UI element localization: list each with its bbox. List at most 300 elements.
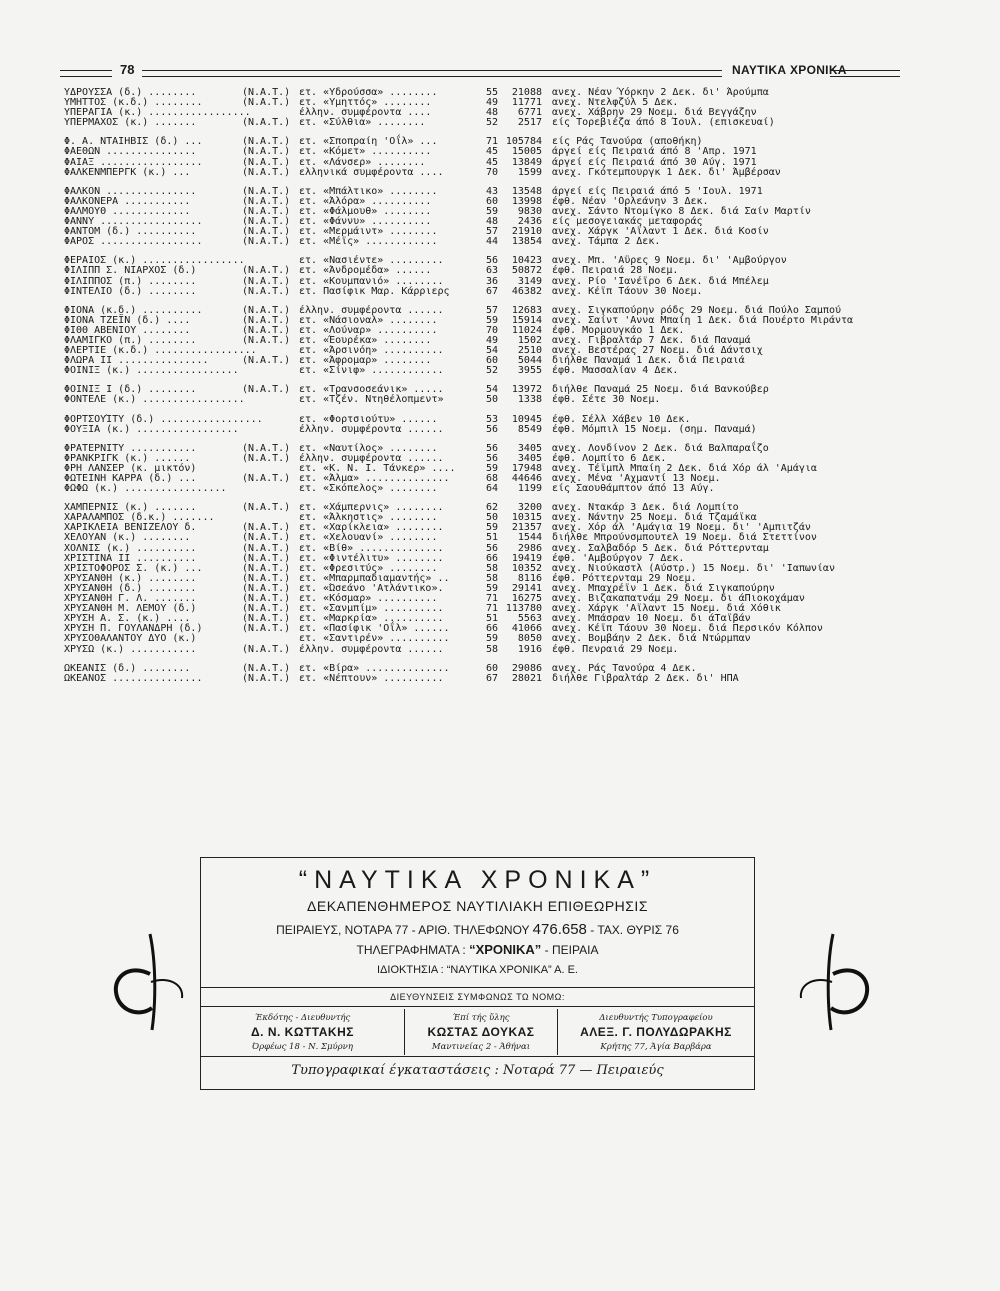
build-year: 52: [485, 117, 498, 129]
registry: (Ν.Α.Τ.): [242, 522, 291, 534]
build-year: 71: [485, 593, 498, 605]
tonnage: 29141: [511, 582, 542, 594]
position: έφθ. 'Αμβούργον 7 Δεκ.: [552, 552, 685, 564]
position: έφθ. Σέλλ Χάβεν 10 Δεκ.: [552, 413, 691, 425]
build-year: 49: [485, 97, 498, 109]
position: ανεχ. Γκότεμπουργκ 1 Δεκ. δι' Άμβέρσαν: [552, 166, 781, 178]
charter-type: ετ. «Λάνσερ» ........: [299, 156, 426, 168]
tonnage: 19419: [511, 552, 542, 564]
tonnage: 21357: [511, 522, 542, 534]
ship-name: ΦΑΛΚΟΝ ...............: [64, 185, 197, 197]
build-year: 68: [485, 473, 498, 484]
charter-type: ετ. «Έουρέκα» ........: [299, 334, 432, 346]
tonnage: 3149: [517, 275, 542, 287]
ship-name: ΦΩΤΕΙΝΗ ΚΑΡΡΑ (δ.) ...: [64, 473, 197, 484]
tonnage: 13998: [511, 195, 542, 207]
registry: (Ν.Α.Τ.): [242, 502, 291, 514]
ship-name: ΦΟΝΤΕΛΕ (κ.) .................: [64, 394, 245, 406]
charter-type: ετ. «Φορτσιούτυ» ......: [299, 413, 438, 425]
ship-name: ΦΡΑΤΕΡΝΙΤΥ ...........: [64, 442, 197, 454]
ship-name: ΧΑΡΑΛΑΜΠΟΣ (δ.κ.) .......: [64, 512, 215, 524]
ship-group: [64, 88, 924, 128]
tonnage: 1502: [517, 334, 542, 346]
build-year: 71: [485, 603, 498, 615]
position: ανεχ. Βομβάην 2 Δεκ. διά Ντώρμπαν: [552, 633, 751, 645]
ship-name: ΦΑΙΑΞ .................: [64, 156, 203, 168]
registry: (Ν.Α.Τ.): [242, 613, 291, 625]
ship-row: [64, 366, 924, 376]
position: είς Τορεβιέζα άπό 8 Ίουλ. (επισκευαί): [552, 117, 775, 129]
ship-name: ΦΟΡΤΣΟΥΊΤΥ (δ.) .................: [64, 413, 263, 425]
registry: (Ν.Α.Τ.): [242, 226, 291, 238]
ship-name: ΦΑΝΤΟΜ (δ.) ..........: [64, 226, 197, 238]
registry: (Ν.Α.Τ.): [242, 304, 291, 316]
position: διήλθε Παναμά 25 Νοεμ. διά Βανκούβερ: [552, 384, 769, 396]
ship-name: ΧΑΜΠΕΡΝΙΣ (κ.) .......: [64, 502, 197, 514]
position: ανεχ. Ράς Τανούρα 4 Δεκ.: [552, 662, 697, 674]
registry: (Ν.Α.Τ.): [242, 473, 291, 484]
build-year: 59: [485, 582, 498, 594]
charter-type: έλλην. συμφέροντα ....: [299, 107, 432, 119]
build-year: 50: [485, 512, 498, 524]
tonnage: 16275: [511, 593, 542, 605]
build-year: 71: [485, 136, 498, 148]
ship-name: ΥΔΡΟΥΣΣΑ (δ.) ........: [64, 87, 197, 98]
position: ανεχ. Λονδίνον 2 Δεκ. διά Βαλπαραΐζο: [552, 442, 769, 454]
position: ανεχ. Τάμπα 2 Δεκ.: [552, 236, 661, 248]
tonnage: 5563: [517, 613, 542, 625]
charter-type: ετ. «Χαρίκλεια» ........: [299, 522, 444, 534]
tonnage: 9830: [517, 205, 542, 217]
charter-type: ετ. «Σίνιφ» ............: [299, 365, 444, 377]
position: έφθ. Λομπίτο 6 Δεκ.: [552, 452, 667, 464]
header-rule-middle: [142, 70, 722, 77]
position: έφθ. Σέτε 30 Νοεμ.: [552, 394, 661, 406]
ship-group: [64, 415, 924, 435]
registry: (Ν.Α.Τ.): [242, 334, 291, 346]
position: έφθ. Μορμουγκάο 1 Δεκ.: [552, 324, 685, 336]
charter-type: ετ. «Άλμα» ..............: [299, 473, 450, 484]
tonnage: 6771: [517, 107, 542, 119]
ship-name: ΧΟΛΝΙΣ (κ.) ..........: [64, 542, 197, 554]
charter-type: ετ. «Σανμπίμ» ..........: [299, 603, 444, 615]
registry: (Ν.Α.Τ.): [242, 265, 291, 277]
charter-type: ετ. «Χελουανί» ........: [299, 532, 438, 544]
build-year: 59: [485, 522, 498, 534]
printer-role: Διευθυντής Τυπογραφείου: [599, 1013, 713, 1023]
registry: (Ν.Α.Τ.): [242, 205, 291, 217]
ship-name: ΧΡΥΣΟΘΑΛΑΝΤΟΥ ΔΥΟ (κ.): [64, 633, 197, 645]
position: ανεχ. Μένα 'Αχμαντί 13 Νοεμ.: [552, 473, 721, 484]
registry: (Ν.Α.Τ.): [242, 97, 291, 109]
editor-address: Μαντινείας 2 - Άθήναι: [431, 1042, 531, 1052]
registry: (Ν.Α.Τ.): [242, 532, 291, 544]
ship-name: ΧΡΥΣΗ Α. Σ. (κ.) ....: [64, 613, 191, 625]
registry: (Ν.Α.Τ.): [242, 562, 291, 574]
header-rule-left: [60, 70, 112, 77]
position: ανεχ. Κέϊπ Τάουν 30 Νοεμ. διά Περσικόν Κόλπον: [552, 623, 823, 635]
address-suffix: - ΤΑΧ. ΘΥΡΙΣ 76: [590, 923, 679, 937]
tonnage: 21088: [511, 87, 542, 98]
registry: (Ν.Α.Τ.): [242, 285, 291, 297]
address-prefix: ΠΕΙΡΑΙΕΥΣ, ΝΟΤΑΡΑ 77 - ΑΡΙΘ. ΤΗΛΕΦΩΝΟΥ: [276, 923, 530, 937]
tonnage: 28021: [511, 672, 542, 684]
build-year: 54: [485, 345, 498, 357]
charter-type: ετ. «Λούναρ» ..........: [299, 324, 438, 336]
build-year: 60: [485, 355, 498, 367]
tonnage: 2510: [517, 345, 542, 357]
tonnage: 10352: [511, 562, 542, 574]
tonnage: 11771: [511, 97, 542, 109]
charter-type: ετ. «Σποπραίη 'Οΐλ» ...: [299, 136, 438, 148]
ship-name: ΦΛΕΡΤΙΕ (κ.δ.) .................: [64, 345, 257, 357]
ship-name: Φ. Α. ΝΤΑΙΗΒΙΣ (δ.) ...: [64, 136, 203, 148]
registry: (Ν.Α.Τ.): [242, 572, 291, 584]
ship-group: [64, 137, 924, 177]
position: ανεχ. Σάντο Ντομίγκο 8 Δεκ. διά Σαίν Μαρτίν: [552, 205, 811, 217]
ship-group: [64, 187, 924, 248]
ship-name: ΧΡΥΣΩ (κ.) ...........: [64, 643, 197, 655]
tonnage: 5044: [517, 355, 542, 367]
position: ανεχ. Μπ. 'Αϋρες 9 Νοεμ. δι' 'Αμβούργον: [552, 255, 787, 267]
charter-type: ετ. «Σαντιρέν» ..........: [299, 633, 450, 645]
ship-name: ΧΡΥΣΑΝΘΗ Γ. Λ. .......: [64, 593, 197, 605]
position: έφθ. Μασσαλίαν 4 Δεκ.: [552, 365, 679, 377]
position: ανεχ. Μπαχρέϊν 1 Δεκ. διά Σιγκαπούρην: [552, 582, 775, 594]
masthead-divider-2: [201, 1006, 754, 1007]
position: διήλθε Παναμά 1 Δεκ. διά Πειραιά: [552, 355, 745, 367]
charter-type: ετ. «Φάλμουθ» ........: [299, 205, 432, 217]
ship-name: ΩΚΕΑΝΙΣ (δ.) ........: [64, 662, 191, 674]
ship-name: ΦΟΥΞΙΑ (κ.) .................: [64, 423, 239, 435]
position: ανεχ. Νιούκαστλ (Αύστρ.) 15 Νοεμ. δι' 'Ιαπωνίαν: [552, 562, 835, 574]
charter-type: ετ. «Κόσμαρ» ..........: [299, 593, 438, 605]
build-year: 56: [485, 452, 498, 464]
tonnage: 46382: [511, 285, 542, 297]
tonnage: 15005: [511, 146, 542, 158]
build-year: 67: [485, 285, 498, 297]
ornament-right: [793, 932, 873, 1036]
position: ανεχ. Χάβρην 29 Νοεμ. διά Βεγγάζην: [552, 107, 757, 119]
charter-type: ετ. «Υδρούσσα» ........: [299, 87, 438, 98]
masthead-divider-1: [201, 987, 754, 988]
phone-number: 476.658: [532, 921, 587, 938]
charter-type: ελληνικά συμφέροντα ....: [299, 166, 444, 178]
ship-name: ΦΑΛΜΟΥΘ .............: [64, 205, 191, 217]
directors-line: ΔΙΕΥΘΥΝΣΕΙΣ ΣΥΜΦΩΝΩΣ ΤΩ ΝΟΜΩ:: [390, 992, 565, 1002]
registry: (Ν.Α.Τ.): [242, 117, 291, 129]
build-year: 58: [485, 562, 498, 574]
build-year: 49: [485, 334, 498, 346]
charter-type: ετ. «Κ. Ν. Ι. Τάνκερ» ....: [299, 462, 456, 474]
ship-row: [64, 395, 924, 405]
ship-name: ΦΙΟΝΑ (κ.δ.) ..........: [64, 304, 203, 316]
tonnage: 8549: [517, 423, 542, 435]
masthead-ownership: ΙΔΙΟΚΤΗΣΙΑ : “ΝΑΥΤΙΚΑ ΧΡΟΝΙΚΑ” Α. Ε.: [377, 964, 578, 976]
position: ανεχ. Γιβραλτάρ 7 Δεκ. διά Παναμά: [552, 334, 751, 346]
registry: (Ν.Α.Τ.): [242, 146, 291, 158]
publisher-column: [201, 1009, 404, 1055]
telegraph-prefix: ΤΗΛΕΓΡΑΦΗΜΑΤΑ :: [356, 943, 466, 957]
ship-row: [64, 645, 924, 655]
masthead-subtitle: ΔΕΚΑΠΕΝΘΗΜΕΡΟΣ ΝΑΥΤΙΛΙΑΚΗ ΕΠΙΘΕΩΡΗΣΙΣ: [307, 898, 648, 914]
position: έφθ. Πειραιά 28 Νοεμ.: [552, 265, 679, 277]
ship-name: ΧΡΙΣΤΟΦΟΡΟΣ Σ. (κ.) ...: [64, 562, 203, 574]
tonnage: 3955: [517, 365, 542, 377]
position: άργεί είς Πειραιά άπό 8 'Απρ. 1971: [552, 146, 757, 158]
tonnage: 1199: [517, 483, 542, 495]
tonnage: 3200: [517, 502, 542, 514]
ship-group: [64, 256, 924, 296]
build-year: 43: [485, 185, 498, 197]
build-year: 45: [485, 146, 498, 158]
charter-type: έλλην. συμφέροντα ......: [299, 452, 444, 464]
ship-name: ΧΡΥΣΑΝΘΗ (δ.) ........: [64, 582, 197, 594]
registry: (Ν.Α.Τ.): [242, 216, 291, 228]
registry: (Ν.Α.Τ.): [242, 275, 291, 287]
registry: (Ν.Α.Τ.): [242, 384, 291, 396]
registry: (Ν.Α.Τ.): [242, 166, 291, 178]
build-year: 63: [485, 265, 498, 277]
position: έφθ. Νέαν 'Ορλεάνην 3 Δεκ.: [552, 195, 709, 207]
tonnage: 11024: [511, 324, 542, 336]
position: ανεχ. Νάντην 25 Νοεμ. διά Τζαμάϊκα: [552, 512, 757, 524]
position: ανεχ. Ντακάρ 3 Δεκ. διά Λομπίτο: [552, 502, 739, 514]
registry: (Ν.Α.Τ.): [242, 593, 291, 605]
position: είς μεσογειακάς μεταφοράς: [552, 216, 703, 228]
position: ανεχ. Μπάσραν 10 Νοεμ. δι άΤαϊβάν: [552, 613, 751, 625]
registry: (Ν.Α.Τ.): [242, 582, 291, 594]
position: έφθ. Μόμπιλ 15 Νοεμ. (σημ. Παναμά): [552, 423, 757, 435]
charter-type: ετ. «Νάσιοναλ» ........: [299, 314, 438, 326]
registry: (Ν.Α.Τ.): [242, 662, 291, 674]
position: είς Σαουθάμπτον άπό 13 Αύγ.: [552, 483, 715, 495]
ship-name: ΧΡΥΣΑΝΘΗ (κ.) ........: [64, 572, 197, 584]
position: έφθ. Πενραιά 29 Νοεμ.: [552, 643, 679, 655]
charter-type: ετ. «Μπάλτικο» ........: [299, 185, 438, 197]
build-year: 52: [485, 365, 498, 377]
ship-name: ΦΟΙΝΙΞ Ι (δ.) ........: [64, 384, 197, 396]
masthead-box: [200, 857, 755, 1090]
build-year: 48: [485, 107, 498, 119]
tonnage: 13972: [511, 384, 542, 396]
tonnage: 113780: [505, 603, 542, 615]
ship-name: ΦΙΝΤΕΛΙΟ (δ.) ........: [64, 285, 197, 297]
charter-type: ετ. «Μερμάιντ» ........: [299, 226, 438, 238]
build-year: 70: [485, 324, 498, 336]
charter-type: ετ. «Άλόρα» ..........: [299, 195, 432, 207]
tonnage: 3405: [517, 452, 542, 464]
position: ανεχ. Ντελφζύλ 5 Δεκ.: [552, 97, 679, 109]
charter-type: ετ. «Σκόπελος» ........: [299, 483, 438, 495]
tonnage: 15914: [511, 314, 542, 326]
tonnage: 13854: [511, 236, 542, 248]
ship-row: [64, 484, 924, 494]
ship-name: ΧΡΙΣΤΙΝΑ ΙΙ ..........: [64, 552, 197, 564]
tonnage: 1544: [517, 532, 542, 544]
position: ανεχ. Ρίο 'Ιανέϊρο 6 Δεκ. διά Μπέλεμ: [552, 275, 769, 287]
registry: (Ν.Α.Τ.): [242, 314, 291, 326]
tonnage: 13548: [511, 185, 542, 197]
position: είς Ράς Τανούρα (αποθήκη): [552, 136, 703, 148]
build-year: 70: [485, 166, 498, 178]
masthead-address: [201, 921, 754, 938]
registry: (Ν.Α.Τ.): [242, 87, 291, 98]
masthead-columns: [201, 1009, 754, 1055]
charter-type: ετ. «Ναυτίλος» ........: [299, 442, 438, 454]
ship-name: ΦΙΘΘ ΑΒΕΝΙΟΥ ........: [64, 324, 191, 336]
build-year: 59: [485, 205, 498, 217]
charter-type: ετ. «Μπαρμπαδιαμαντής» ..: [299, 572, 450, 584]
position: διήλθε Μπρούνσμπουτελ 19 Νοεμ. διά Στεττίνον: [552, 532, 817, 544]
build-year: 59: [485, 633, 498, 645]
ship-name: ΦΙΟΝΑ ΤΖΕΪΝ (δ.) ....: [64, 314, 191, 326]
charter-type: ετ. «Μέϊς» ............: [299, 236, 438, 248]
charter-type: ετ. «Βίρα» ..............: [299, 662, 450, 674]
ship-name: ΦΛΩΡΑ ΙΙ ...............: [64, 355, 209, 367]
ship-row: [64, 287, 924, 297]
tonnage: 2986: [517, 542, 542, 554]
build-year: 56: [485, 542, 498, 554]
charter-type: ετ. «Κόμετ» ..........: [299, 146, 432, 158]
ship-name: ΦΙΛΙΠΠΟΣ (π.) ........: [64, 275, 197, 287]
tonnage: 1599: [517, 166, 542, 178]
position: ανεχ. Βεστέρας 27 Νοεμ. διά Δάντσιχ: [552, 345, 763, 357]
editor-role: Έπί τής ὕλης: [452, 1013, 510, 1023]
ship-name: ΦΑΡΟΣ .................: [64, 236, 203, 248]
tonnage: 12683: [511, 304, 542, 316]
charter-type: ετ. «Βίθ» ..............: [299, 542, 444, 554]
ship-group: [64, 664, 924, 684]
registry: (Ν.Α.Τ.): [242, 156, 291, 168]
build-year: 62: [485, 502, 498, 514]
ship-name: ΩΚΕΑΝΟΣ ...............: [64, 672, 203, 684]
position: ανεχ. Σιγκαπούρην ρόδς 29 Νοεμ. διά Πούλο Σαμπού: [552, 304, 841, 316]
registry: (Ν.Α.Τ.): [242, 355, 291, 367]
ship-name: ΦΑΛΚΟΝΕΡΑ ...........: [64, 195, 191, 207]
charter-type: έλλην. συμφέροντα ......: [299, 643, 444, 655]
ship-row: [64, 425, 924, 435]
tonnage: 10945: [511, 413, 542, 425]
masthead-telegraph: [201, 942, 754, 957]
charter-type: ετ. «Πασίφικ 'Οΐλ» ......: [299, 623, 450, 635]
tonnage: 2517: [517, 117, 542, 129]
telegraph-suffix: - ΠΕΙΡΑΙΑ: [544, 943, 599, 957]
build-year: 64: [485, 483, 498, 495]
build-year: 56: [485, 442, 498, 454]
position: άργεί είς Πειραιά άπό 5 'Ιουλ. 1971: [552, 185, 763, 197]
ship-name: ΦΡΗ ΛΑΝΣΕΡ (κ. μικτόν): [64, 462, 197, 474]
position: έφθ. Ρόττερνταμ 29 Νοεμ.: [552, 572, 697, 584]
charter-type: ετ. «Άρσινόη» ..........: [299, 345, 444, 357]
build-year: 66: [485, 623, 498, 635]
registry: (Ν.Α.Τ.): [242, 552, 291, 564]
ship-name: ΥΠΕΡΜΑΧΟΣ (κ.) .......: [64, 117, 197, 129]
ship-row: [64, 266, 924, 276]
ship-row: [64, 634, 924, 644]
build-year: 48: [485, 216, 498, 228]
ship-group: [64, 444, 924, 494]
masthead-title: “ΝΑΥΤΙΚΑ ΧΡΟΝΙΚΑ”: [298, 866, 657, 894]
printer-address: Κρήτης 77, Άγία Βαρβάρα: [600, 1042, 712, 1052]
build-year: 56: [485, 423, 498, 435]
ship-name: ΦΑΝΝΥ .................: [64, 216, 203, 228]
registry: (Ν.Α.Τ.): [242, 236, 291, 248]
registry: (Ν.Α.Τ.): [242, 442, 291, 454]
build-year: 57: [485, 304, 498, 316]
ship-name: ΦΙΛΙΠΠ Σ. ΝΙΑΡΧΟΣ (δ.): [64, 265, 197, 277]
charter-type: ετ. «Χάμπερνις» ........: [299, 502, 444, 514]
registry: (Ν.Α.Τ.): [242, 672, 291, 684]
charter-type: ετ. «Νέπτουν» ..........: [299, 672, 444, 684]
ship-row: [64, 118, 924, 128]
charter-type: ετ. «Υμηττός» ........: [299, 97, 432, 109]
charter-type: ετ. «Μαρκρία» ..........: [299, 613, 444, 625]
header-rule-right: [830, 70, 900, 77]
build-year: 60: [485, 662, 498, 674]
build-year: 50: [485, 394, 498, 406]
charter-type: έλλην. συμφέροντα ......: [299, 423, 444, 435]
ship-name: ΥΜΗΤΤΟΣ (κ.δ.) ........: [64, 97, 203, 109]
ship-name: ΧΡΥΣΗ Π. ΓΟΥΛΑΝΔΡΗ (δ.): [64, 623, 203, 635]
charter-type: ετ. «Σύλθια» ........: [299, 117, 426, 129]
build-year: 59: [485, 462, 498, 474]
charter-type: ετ. «Φάννυ» ..........: [299, 216, 432, 228]
tonnage: 13849: [511, 156, 542, 168]
tonnage: 44646: [511, 473, 542, 484]
printer-column: [558, 1009, 754, 1055]
position: ανεχ. Χόρ άλ 'Αμάγια 19 Νοεμ. δι' 'Αμπιτζάν: [552, 522, 811, 534]
build-year: 54: [485, 384, 498, 396]
ship-name: ΥΠΕΡΑΓΙΑ (κ.) .................: [64, 107, 251, 119]
running-title: ΝΑΥΤΙΚΑ ΧΡΟΝΙΚΑ: [732, 63, 847, 77]
build-year: 51: [485, 532, 498, 544]
charter-type: ετ. «Νασιέντε» .........: [299, 255, 444, 267]
position: διήλθε Γιβραλτάρ 2 Δεκ. δι' ΗΠΑ: [552, 672, 739, 684]
publisher-role: Έκδότης - Διευθυντής: [254, 1013, 351, 1023]
position: ανεχ. Σαλβαδόρ 5 Δεκ. διά Ρόττερνταμ: [552, 542, 769, 554]
ship-name: ΦΟΙΝΙΞ (κ.) .................: [64, 365, 239, 377]
telegraph-word: “ΧΡΟΝΙΚΑ”: [469, 942, 542, 957]
charter-type: ετ. «Φιντέλιτυ» ........: [299, 552, 444, 564]
build-year: 56: [485, 255, 498, 267]
tonnage: 17948: [511, 462, 542, 474]
tonnage: 10423: [511, 255, 542, 267]
registry: (Ν.Α.Τ.): [242, 603, 291, 615]
ship-position-listing: [64, 88, 924, 693]
registry: (Ν.Α.Τ.): [242, 623, 291, 635]
build-year: 51: [485, 613, 498, 625]
tonnage: 8050: [517, 633, 542, 645]
charter-type: ετ. Πασίφικ Μαρ. Κάρριερς: [299, 285, 450, 297]
ship-row: [64, 237, 924, 247]
position: ανεχ. Κέϊπ Τάουν 30 Νοεμ.: [552, 285, 703, 297]
charter-type: ετ. «Άφρομαρ» ........: [299, 355, 432, 367]
position: άργεί είς Πειραιά άπό 30 Αύγ. 1971: [552, 156, 757, 168]
ship-name: ΦΛΑΜΙΓΚΟ (π.) ........: [64, 334, 197, 346]
ship-name: ΦΕΡΑΙΟΣ (κ.) .................: [64, 255, 245, 267]
ship-group: [64, 306, 924, 377]
tonnage: 21910: [511, 226, 542, 238]
masthead-divider-3: [201, 1056, 754, 1057]
registry: (Ν.Α.Τ.): [242, 136, 291, 148]
charter-type: ετ. «Ώσεάνο 'Ατλάντικο».: [299, 582, 444, 594]
page-header: [60, 62, 900, 82]
charter-type: ετ. «Κουμπανιό» ........: [299, 275, 444, 287]
registry: (Ν.Α.Τ.): [242, 643, 291, 655]
tonnage: 29086: [511, 662, 542, 674]
build-year: 58: [485, 572, 498, 584]
